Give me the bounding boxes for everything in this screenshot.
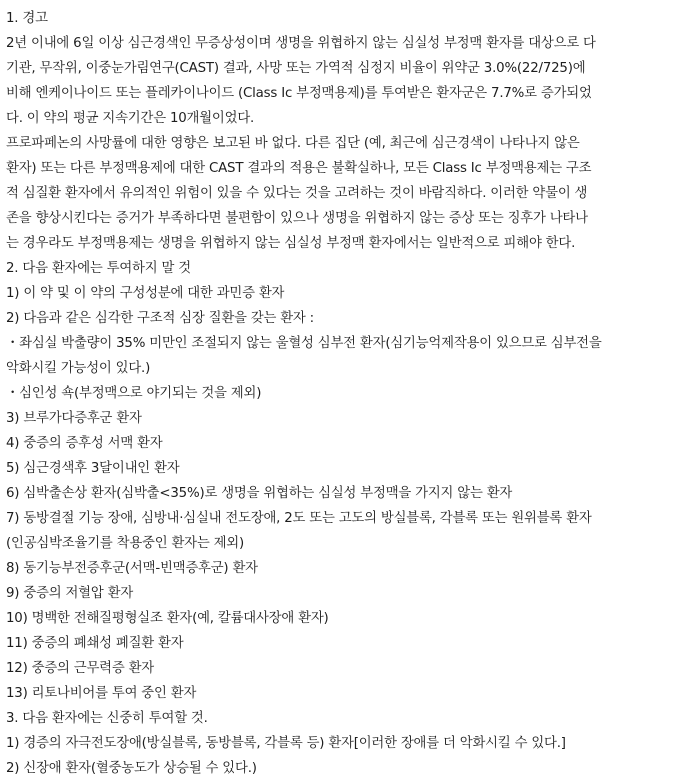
text-line: 9) 중증의 저혈압 환자 (6, 586, 134, 601)
text-line: 11) 중증의 폐쇄성 폐질환 환자 (6, 636, 184, 651)
text-line: (인공심박조율기를 착용중인 환자는 제외) (6, 536, 245, 551)
text-line: 다. 이 약의 평균 지속기간은 10개월이었다. (6, 111, 255, 126)
text-line: 비해 엔케이나이드 또는 플레카이나이드 (Class Ⅰc 부정맥용제)를 투여받은 환자군은 7.7%로 증가되었 (6, 86, 592, 101)
text-line: ・좌심실 박출량이 35% 미만인 조절되지 않는 울혈성 심부전 환자(심기능억제작용이 있으므로 심부전을 (6, 336, 602, 351)
text-line: 환자) 또는 다른 부정맥용제에 대한 CAST 결과의 적용은 불확실하나, 모든 Class Ⅰc 부정맥용제는 구조 (6, 161, 592, 176)
text-line: 6) 심박출손상 환자(심박출<35%)로 생명을 위협하는 심실성 부정맥을 가지지 않는 환자 (6, 486, 513, 501)
text-line: 5) 심근경색후 3달이내인 환자 (6, 461, 180, 476)
text-line: 2) 다음과 같은 심각한 구조적 심장 질환을 갖는 환자 : (6, 311, 314, 326)
text-line: 악화시킬 가능성이 있다.) (6, 361, 151, 376)
text-line: 10) 명백한 전해질평형실조 환자(예, 칼륨대사장애 환자) (6, 611, 329, 626)
text-line: 적 심질환 환자에서 유의적인 위험이 있을 수 있다는 것을 고려하는 것이 바람직하다. 이러한 약물이 생 (6, 186, 588, 201)
text-line: 1) 이 약 및 이 약의 구성성분에 대한 과민증 환자 (6, 286, 285, 301)
text-line: 2년 이내에 6일 이상 심근경색인 무증상성이며 생명을 위협하지 않는 심실성 부정맥 환자를 대상으로 다 (6, 36, 596, 51)
text-line: 13) 리토나비어를 투여 중인 환자 (6, 686, 197, 701)
text-line: 2. 다음 환자에는 투여하지 말 것 (6, 261, 191, 276)
text-line: 3. 다음 환자에는 신중히 투여할 것. (6, 711, 208, 726)
text-line: 1) 경증의 자극전도장애(방실블록, 동방블록, 각블록 등) 환자[이러한 장애를 더 악화시킬 수 있다.] (6, 736, 566, 751)
text-line: 존을 향상시킨다는 증거가 부족하다면 불편함이 있으나 생명을 위협하지 않는 증상 또는 징후가 나타나 (6, 211, 588, 226)
text-line: ・심인성 쇽(부정맥으로 야기되는 것을 제외) (6, 386, 262, 401)
text-line: 는 경우라도 부정맥용제는 생명을 위협하지 않는 심실성 부정맥 환자에서는 일반적으로 피해야 한다. (6, 236, 576, 251)
text-line: 기관, 무작위, 이중눈가림연구(CAST) 결과, 사망 또는 가역적 심정지 비율이 위약군 3.0%(22/725)에 (6, 61, 586, 76)
text-line: 2) 신장애 환자(혈중농도가 상승될 수 있다.) (6, 761, 257, 776)
text-line: 1. 경고 (6, 11, 48, 26)
text-line: 4) 중증의 증후성 서맥 환자 (6, 436, 163, 451)
text-line: 3) 브루가다증후군 환자 (6, 411, 142, 426)
text-line: 프로파페논의 사망률에 대한 영향은 보고된 바 없다. 다른 집단 (예, 최근에 심근경색이 나타나지 않은 (6, 136, 580, 151)
text-line: 12) 중증의 근무력증 환자 (6, 661, 155, 676)
document-body (6, 6, 678, 781)
text-line: 8) 동기능부전증후군(서맥-빈맥증후군) 환자 (6, 561, 258, 576)
text-line: 7) 동방결절 기능 장애, 심방내·심실내 전도장애, 2도 또는 고도의 방실블록, 각블록 또는 원위블록 환자 (6, 511, 592, 526)
